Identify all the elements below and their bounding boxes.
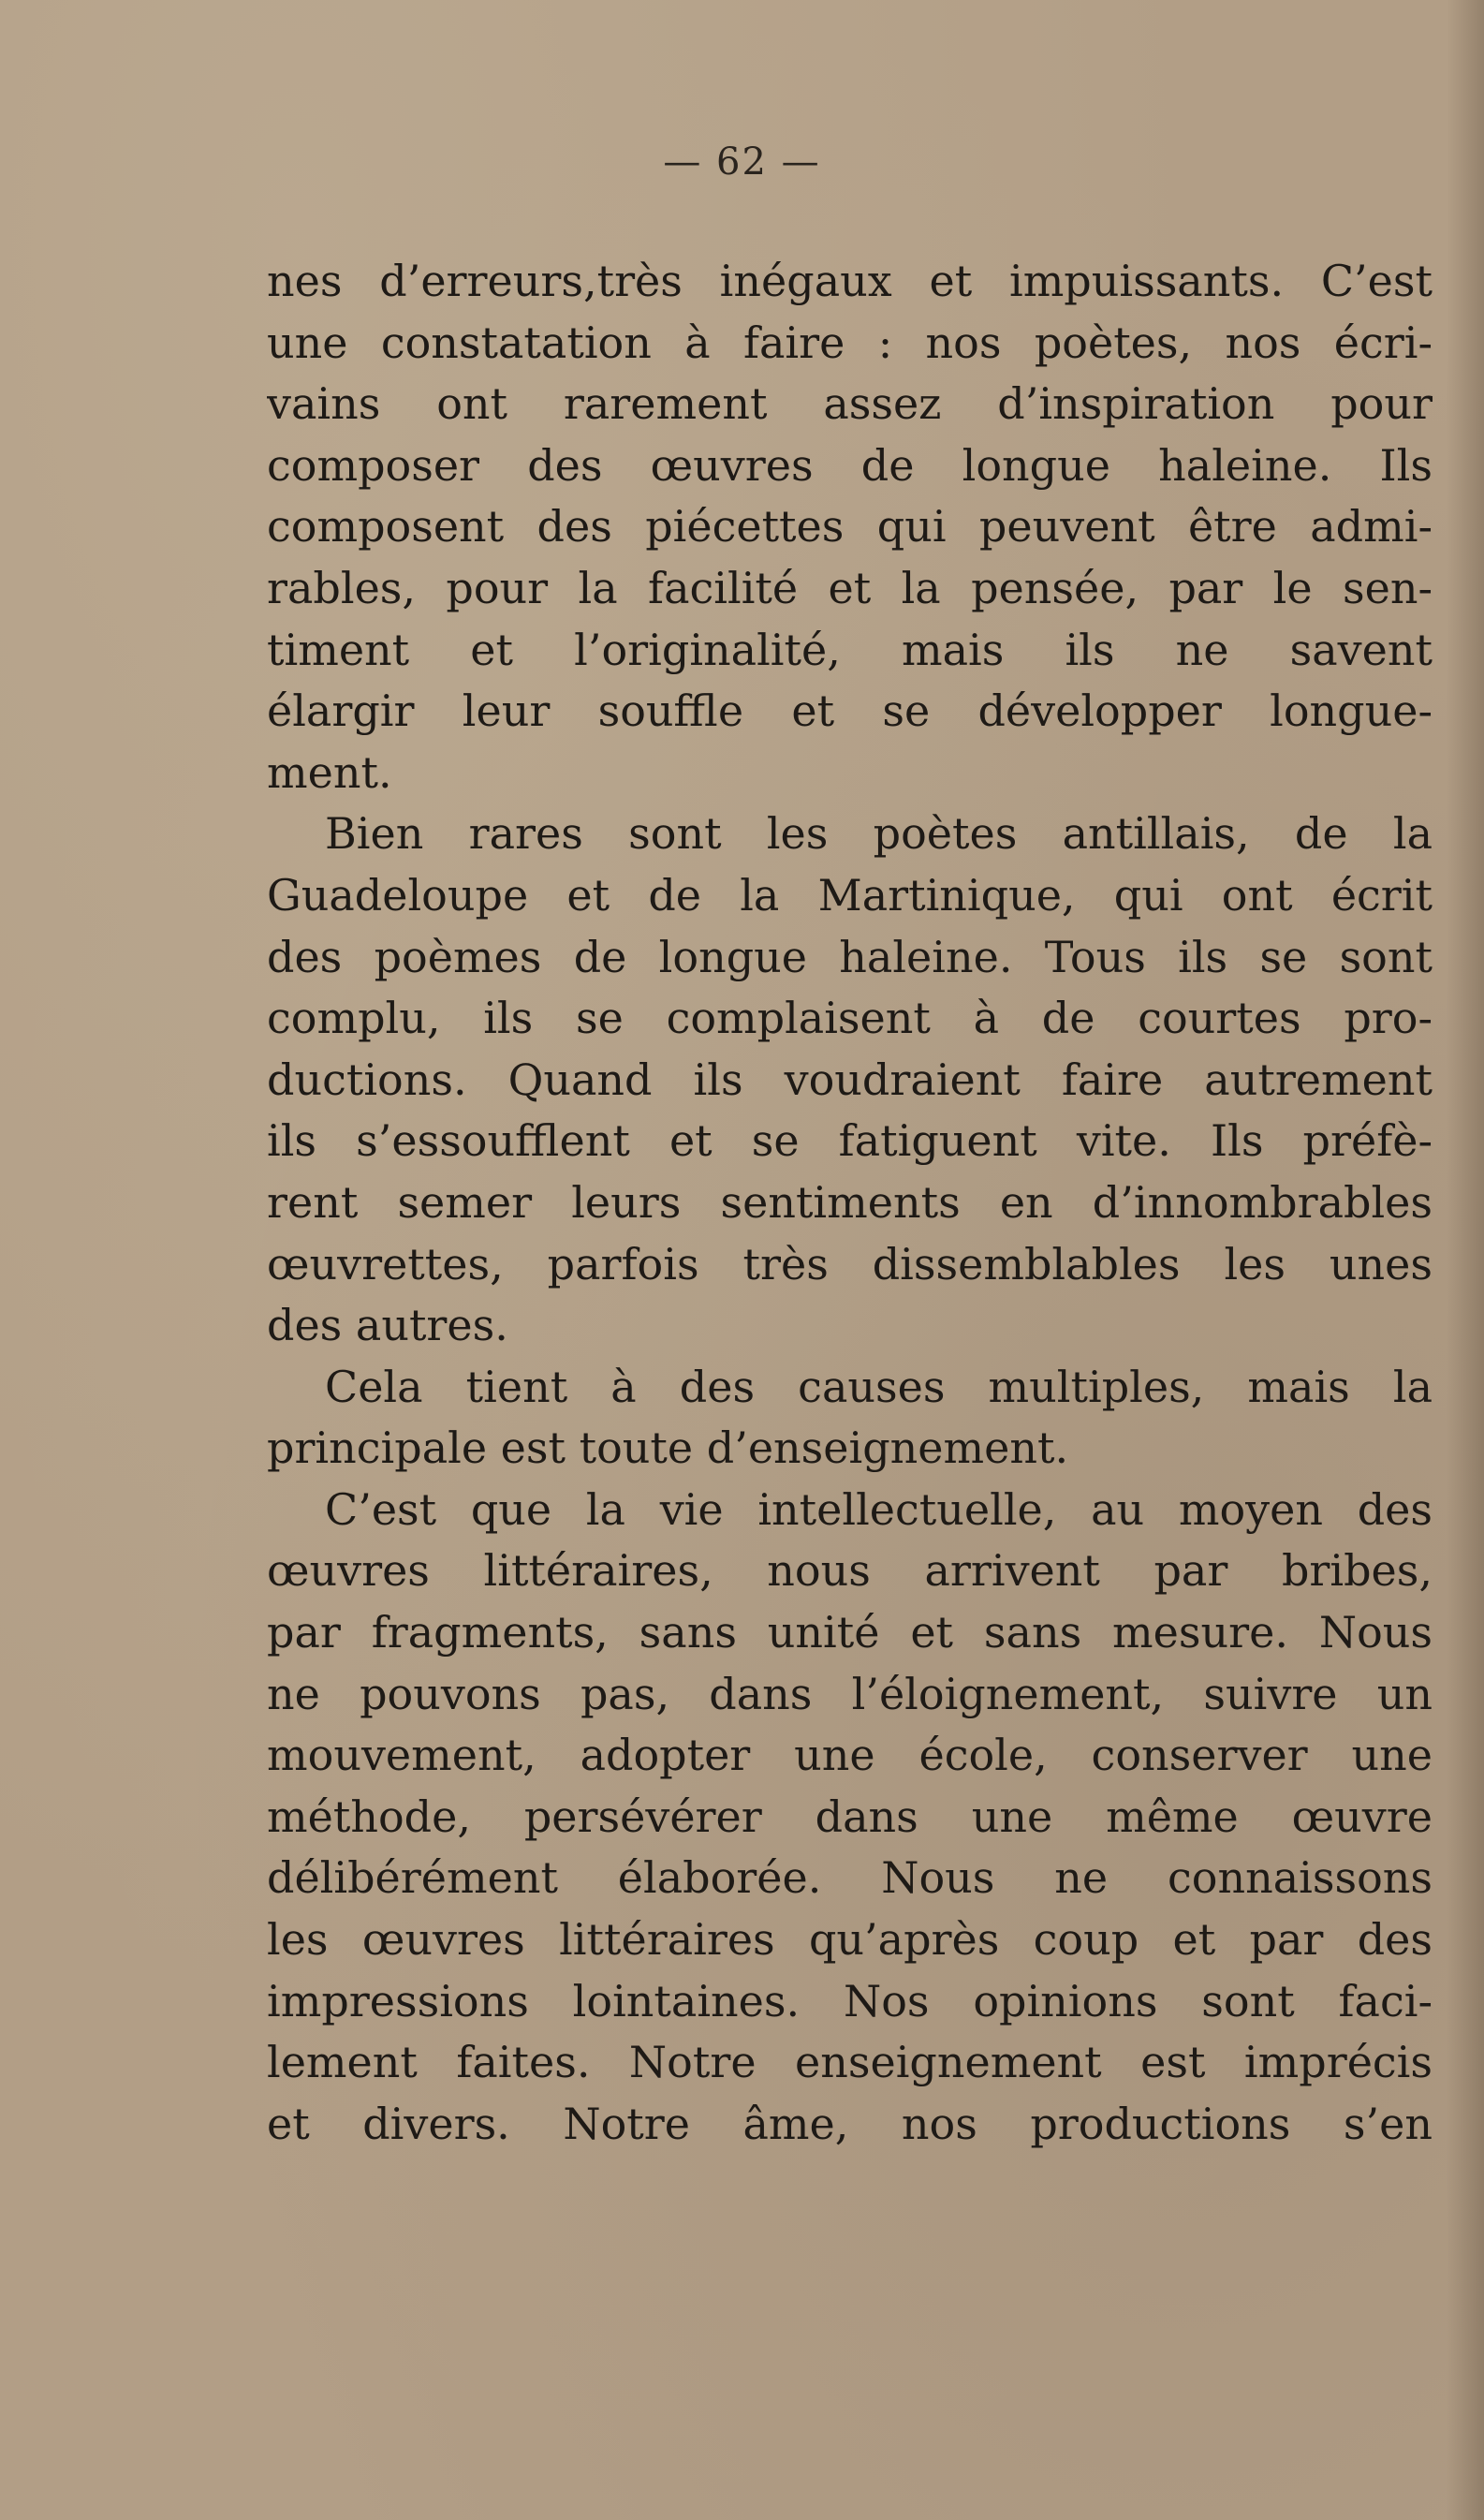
- text-line: impressions lointaines. Nos opinions sont faci-: [267, 1975, 1433, 2026]
- text-line: par fragments, sans unité et sans mesure. Nous: [267, 1607, 1433, 1658]
- text-line: une constatation à faire : nos poètes, nos écri-: [267, 317, 1433, 368]
- text-line: et divers. Notre âme, nos productions s’en: [267, 2098, 1433, 2149]
- text-line: principale est toute d’enseignement.: [267, 1422, 1069, 1474]
- text-line: œuvres littéraires, nous arrivent par bribes,: [267, 1545, 1433, 1597]
- text-line: ne pouvons pas, dans l’éloignement, suivre un: [267, 1668, 1433, 1719]
- text-line: Guadeloupe et de la Martinique, qui ont écrit: [267, 869, 1433, 921]
- text-line: complu, ils se complaisent à de courtes pro-: [267, 993, 1433, 1044]
- text-line: C’est que la vie intellectuelle, au moyen des: [325, 1483, 1433, 1535]
- text-line: les œuvres littéraires qu’après coup et par des: [267, 1914, 1433, 1966]
- text-line: vains ont rarement assez d’inspiration pour: [267, 378, 1433, 430]
- text-line: Cela tient à des causes multiples, mais la: [325, 1361, 1433, 1412]
- page-edge-shadow: [1447, 0, 1484, 2520]
- page-number: — 62 —: [663, 140, 821, 184]
- text-line: des autres.: [267, 1300, 508, 1351]
- text-line: composer des œuvres de longue haleine. Ils: [267, 439, 1433, 491]
- text-line: ils s’essoufflent et se fatiguent vite. Ils préfè-: [267, 1115, 1433, 1167]
- text-line: composent des piécettes qui peuvent être admi-: [267, 501, 1433, 553]
- text-line: méthode, persévérer dans une même œuvre: [267, 1791, 1433, 1842]
- text-line: timent et l’originalité, mais ils ne savent: [267, 624, 1433, 675]
- text-line: rent semer leurs sentiments en d’innombrables: [267, 1176, 1433, 1228]
- text-line: élargir leur souffle et se développer longue-: [267, 685, 1433, 737]
- text-line: Bien rares sont les poètes antillais, de la: [325, 808, 1433, 860]
- text-line: mouvement, adopter une école, conserver une: [267, 1730, 1433, 1781]
- text-line: ductions. Quand ils voudraient faire autrement: [267, 1054, 1433, 1105]
- text-line: délibérément élaborée. Nous ne connaissons: [267, 1852, 1433, 1904]
- body-text: [267, 251, 1433, 2155]
- text-line: ment.: [267, 746, 392, 798]
- text-line: lement faites. Notre enseignement est imprécis: [267, 2037, 1433, 2088]
- text-line: rables, pour la facilité et la pensée, par le sen-: [267, 562, 1433, 613]
- text-line: nes d’erreurs,très inégaux et impuissants. C’est: [267, 256, 1433, 306]
- text-line: œuvrettes, parfois très dissemblables les unes: [267, 1238, 1433, 1289]
- text-line: des poèmes de longue haleine. Tous ils se sont: [267, 931, 1433, 982]
